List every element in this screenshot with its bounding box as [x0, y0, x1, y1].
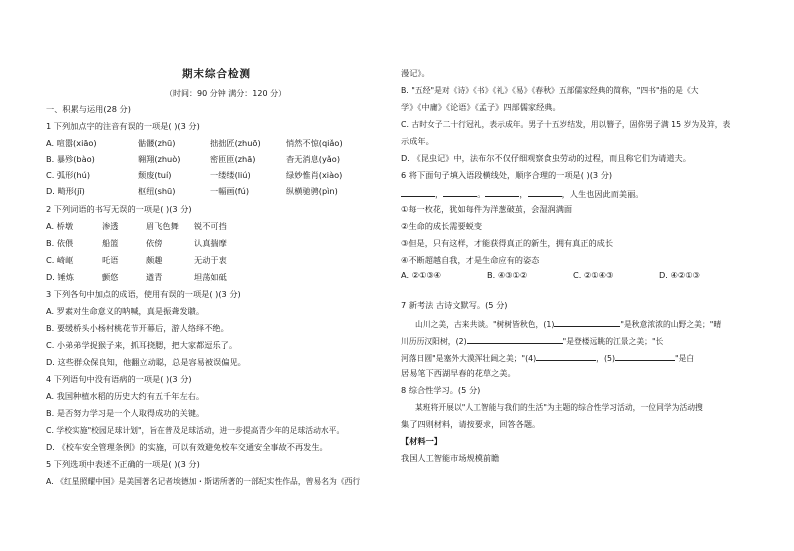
q1-a-1: A. 喧嚣(xiāo) — [46, 138, 97, 148]
q2-b-3: 依傍 — [146, 238, 163, 248]
question-7-stem: 7 新考法 古诗文默写。(5 分) — [401, 300, 508, 310]
q7-blank-1 — [554, 317, 620, 327]
q1-b-4: 杳无消息(yǎo) — [286, 154, 341, 164]
q6-blank-1 — [401, 187, 435, 197]
q7-blank-5 — [615, 351, 675, 361]
q6-fill-tail: ，人生也因此而美丽。 — [561, 189, 644, 199]
q8-material-1: 我国人工智能市场规模前瞻 — [401, 453, 500, 463]
q6-option-b: B. ④③①② — [487, 270, 528, 280]
q1-a-3: 拙拙匠(zhuō) — [210, 138, 261, 148]
q1-d-3: 一幅画(fú) — [210, 186, 250, 196]
q1-d-4: 纵横驰骋(pìn) — [286, 186, 338, 196]
q5-option-a-continued: 漫记》。 — [401, 68, 430, 78]
q7-l1-a: 山川之美，古来共谈。"树树皆秋色，(1) — [415, 320, 555, 329]
q7-l2-b: "是登楼远眺的江景之美；"长 — [562, 337, 664, 346]
q1-b-3: 密匝匝(zhā) — [210, 154, 256, 164]
q2-c-4: 无动于衷 — [194, 255, 227, 265]
q1-c-3: 一缕缕(liú) — [210, 170, 251, 180]
q3-option-a: A. 罗素对生命意义的呐喊，真是振聋发聩。 — [46, 306, 205, 316]
q5-option-c-line2: 示成年。 — [401, 136, 434, 146]
q2-a-1: A. 桥墩 — [46, 221, 74, 231]
q6-option-a: A. ②①③④ — [401, 270, 442, 280]
q6-blank-4 — [528, 187, 562, 197]
q7-l3-a: 河落日圆"是塞外大漠浑壮阔之美；"(4) — [401, 354, 537, 363]
q2-a-4: 锐不可挡 — [194, 221, 227, 231]
q6-item-3: ③但是，只有这样，才能获得真正的新生，拥有真正的成长 — [401, 238, 614, 248]
question-1-stem: 1 下列加点字的注音有误的一项是( )(3 分) — [46, 121, 200, 131]
q8-material-heading: 【材料一】 — [401, 436, 442, 446]
q2-d-3: 遒青 — [146, 272, 163, 282]
q7-blank-2 — [467, 334, 563, 344]
section-heading: 一、积累与运用(28 分) — [46, 104, 131, 114]
q7-line-2 — [401, 334, 663, 347]
q4-option-a: A. 我国种植水稻的历史大约有五千年左右。 — [46, 391, 205, 401]
q2-c-3: 颇趣 — [146, 255, 163, 265]
q4-option-d: D. 《校车安全管理条例》的实施，可以有效避免校车交通安全事故不再发生。 — [46, 442, 328, 452]
question-8-stem: 8 综合性学习。(5 分) — [401, 385, 481, 395]
q1-c-2: 颓废(tuí) — [138, 170, 172, 180]
q5-option-b-line2: 学》《中庸》《论语》《孟子》四部儒家经典。 — [401, 102, 561, 112]
q8-para-2: 集了四则材料，请按要求，回答各题。 — [401, 419, 541, 429]
q3-option-b: B. 要缓桥头小杨村桃花节开幕后，游人络绎不绝。 — [46, 323, 229, 333]
q3-option-d: D. 这些群众保良知，他翻立动聪，总是容易被误偏见。 — [46, 357, 246, 367]
q6-blank-3 — [485, 187, 519, 197]
q6-item-2: ②生命的成长需要蜕变 — [401, 221, 483, 231]
q2-d-1: D. 锤炼 — [46, 272, 74, 282]
q1-a-2: 骷髅(zhū) — [138, 138, 176, 148]
q5-option-d: D. 《昆虫记》中，法布尔不仅仔细观察食虫劳动的过程，而且称它们为请道夫。 — [401, 153, 691, 163]
q7-l2-a: 川历历汉阳树，(2) — [401, 337, 467, 346]
q7-line-4: 居易笔下西湖早春的花草之美。 — [401, 368, 516, 378]
q7-l3-c: "是白 — [675, 354, 695, 363]
q6-fill-line: ， 。 ， ，人生也因此而美丽。 — [401, 187, 644, 200]
question-4-stem: 4 下列语句中没有语病的一项是( )(3 分) — [46, 374, 192, 384]
q2-d-4: 坦荡如砥 — [194, 272, 227, 282]
q8-para-1: 某班将开展以"人工智能与我们的生活"为主题的综合性学习活动，一位同学为活动搜 — [415, 403, 703, 412]
q7-l3-b: ，(5) — [596, 354, 616, 363]
q5-option-b-line1: B. "五经"是对《诗》《书》《礼》《易》《春秋》五部儒家经典的简称，"四书"指的是《大 — [401, 86, 699, 95]
q2-b-1: B. 依偎 — [46, 238, 74, 248]
q6-option-c: C. ②①④③ — [573, 270, 614, 280]
q5-option-a: A. 《红星照耀中国》是美国著名记者埃德加・斯诺所著的一部纪实性作品，曾易名为《西行 — [46, 477, 361, 486]
q2-a-2: 渗透 — [102, 221, 119, 231]
q6-item-1: ①每一枚花，犹如每件为洋葱破茧，会湿润满面 — [401, 204, 573, 214]
q1-b-1: B. 暴殄(bào) — [46, 154, 95, 164]
q2-a-3: 眉飞色舞 — [146, 221, 179, 231]
q2-c-2: 吒语 — [102, 255, 119, 265]
question-2-stem: 2 下列词语的书写无误的一项是( )(3 分) — [46, 204, 192, 214]
q3-option-c: C. 小弟弟学捉猴子来，抓耳挠腮，把大家都逗乐了。 — [46, 340, 238, 350]
q6-option-d: D. ④②①③ — [659, 270, 700, 280]
q1-a-4: 悄然不惊(qiǎo) — [286, 138, 343, 148]
q2-b-2: 船篮 — [102, 238, 119, 248]
page-title: 期末综合检测 — [182, 68, 251, 80]
q2-d-2: 颤悠 — [102, 272, 119, 282]
q1-c-4: 绿妙惟肖(xiào) — [286, 170, 343, 180]
q4-option-c: C. 学校实施"校园足球计划"，旨在普及足球活动，进一步提高青少年的足球活动水平。 — [46, 426, 345, 435]
q1-d-2: 枢纽(shū) — [138, 186, 176, 196]
question-6-stem: 6 将下面句子填入语段横线处，顺序合理的一项是( )(3 分) — [401, 170, 613, 180]
q2-c-1: C. 崎岖 — [46, 255, 74, 265]
page-subtitle: （时间：90 分钟 满分：120 分） — [165, 89, 287, 98]
q2-b-4: 认真揣摩 — [194, 238, 227, 248]
q5-option-c-line1: C. 古时女子二十行冠礼，表示成年。男子十五岁结发，用以簪子，固你男子满 15 岁为及笄，表 — [401, 120, 731, 129]
q6-item-4: ④不断超越自我，才是生命应有的姿态 — [401, 255, 540, 265]
q7-l1-b: "是秋意浓浓的山野之美；"晴 — [620, 320, 722, 329]
q6-blank-2 — [443, 187, 477, 197]
q4-option-b: B. 是否努力学习是一个人取得成功的关键。 — [46, 408, 205, 418]
q7-blank-4 — [536, 351, 596, 361]
q7-line-3 — [401, 351, 694, 364]
q7-line-1 — [415, 317, 721, 330]
q1-b-2: 翱翔(zhuò) — [138, 154, 181, 164]
q1-c-1: C. 弧形(hú) — [46, 170, 91, 180]
question-5-stem: 5 下列选项中表述不正确的一项是( )(3 分) — [46, 459, 200, 469]
question-3-stem: 3 下列各句中加点的成语，使用有误的一项是( )(3 分) — [46, 289, 241, 299]
q1-d-1: D. 畸形(jī) — [46, 186, 85, 196]
